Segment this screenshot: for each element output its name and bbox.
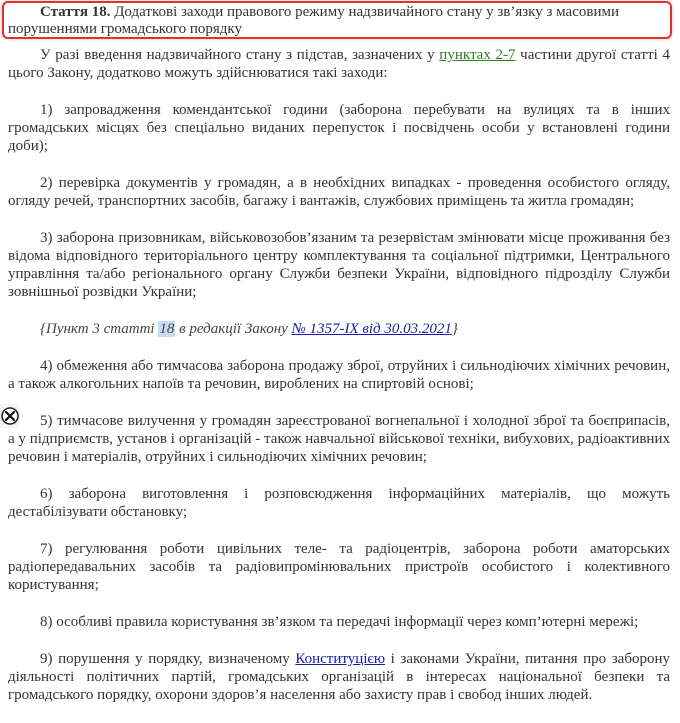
points-link[interactable]: пунктах 2-7 — [439, 47, 516, 63]
article-body — [8, 46, 670, 723]
constitution-link[interactable]: Конституцією — [295, 651, 386, 667]
list-item: 1) запровадження комендантської години (заборона перебувати на вулицях та в інших громадських місцях без спеціально виданих перепусток і посвідчень особи у встановлені години доби); — [8, 102, 670, 154]
list-item: 9) порушення у порядку, визначеному Конституцією і законами України, питання про заборону діяльності політичних партій, громадських організацій в інтересах національної безпеки та громадського порядку, охорони здоров’я населення або захисту прав і свобод інших людей. — [8, 651, 670, 703]
intro-paragraph: У разі введення надзвичайного стану з підстав, зазначених у пунктах 2-7 частини другої статті 4 цього Закону, додатково можуть здійснюватися такі заходи: — [8, 47, 670, 81]
list-item: 2) перевірка документів у громадян, а в необхідних випадках - проведення особистого огляду, огляду речей, транспортних засобів, багажу і вантажів, службових приміщень та житла громадян; — [8, 175, 670, 209]
list-item: 5) тимчасове вилучення у громадян зареєстрованої вогнепальної і холодної зброї та боєприпасів, а у підприємств, установ і організацій - також навчальної військової техніки, вибухових, радіоактивних речовин і матеріалів, отруйних і сильнодіючих хімічних речовин; — [8, 413, 670, 465]
article-title-text: Додаткові заходи правового режиму надзвичайного стану у зв’язку з масовими порушеннями громадського порядку — [8, 4, 620, 37]
list-item: 3) заборона призовникам, військовозобов’язаним та резервістам змінювати місце проживання без відома відповідного територіального центру комплектування та соціальної підтримки, Центрального управління та/або регіонального органу Служби безпеки України, відповідного підрозділу Служби зовнішньої розвідки України; — [8, 230, 670, 300]
list-item: 4) обмеження або тимчасова заборона продажу зброї, отруйних і сильнодіючих хімічних речовин, а також алкогольних напоїв та речовин, вироблених на спиртовій основі; — [8, 358, 670, 392]
list-item: 7) регулювання роботи цивільних теле- та радіоцентрів, заборона роботи аматорських радіопередавальних засобів та радіовипромінювальних пристроїв особистого і колективного користування; — [8, 541, 670, 593]
amendment-note: {Пункт 3 статті 18 в редакції Закону № 1357-IX від 30.03.2021} — [40, 321, 458, 337]
article-number: Стаття 18. — [40, 4, 111, 20]
list-item: 8) особливі правила користування зв’язком та передачі інформації через комп’ютерні мережі; — [40, 614, 639, 630]
selected-text: 18 — [159, 321, 175, 337]
list-item: 6) заборона виготовлення і розповсюдження інформаційних матеріалів, що можуть дестабілізувати обстановку; — [8, 486, 670, 520]
article-title — [8, 4, 670, 38]
close-x-icon[interactable] — [0, 404, 20, 428]
law-link[interactable]: № 1357-IX від 30.03.2021 — [291, 321, 452, 337]
